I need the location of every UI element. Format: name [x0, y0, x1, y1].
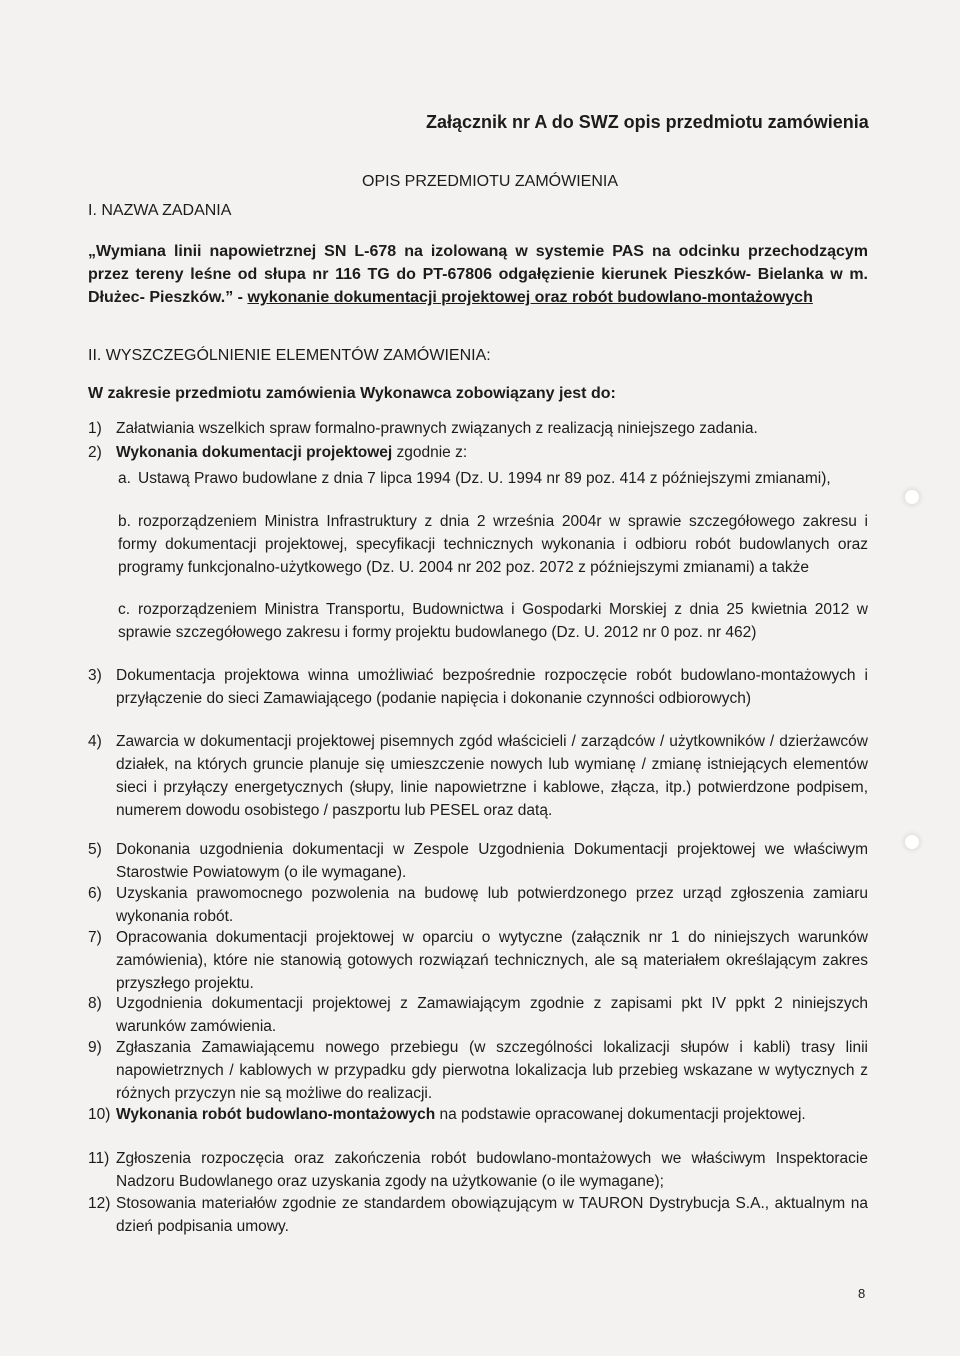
section-2-heading: II. WYSZCZEGÓLNIENIE ELEMENTÓW ZAMÓWIENIA: [88, 347, 491, 364]
document-title: OPIS PRZEDMIOTU ZAMÓWIENIA [362, 173, 619, 190]
item-text: Zawarcia w dokumentacji projektowej pisemnych zgód właścicieli / zarządców / użytkowników / dzierżawców działek, na których gruncie planuje się umieszczenie nowych lub wymianę / zmianę istniejących elementów sieci i przyłączy energetycznych (słupy, linie napowietrzne i kablowe, złącza, itp.) potwierdzone podpisem, numerem dowodu osobistego / paszportu lub PESEL oraz datą. [116, 733, 868, 819]
item-number: 7) [88, 929, 102, 946]
item-number: 12) [88, 1195, 111, 1212]
item-number: 9) [88, 1039, 102, 1056]
subitem-text: rozporządzeniem Ministra Transportu, Budownictwa i Gospodarki Morskiej z dnia 25 kwietnia 2012 w sprawie szczegółowego zakresu i formy projektu budowlanego (Dz. U. 2012 nr 0 poz. nr 462) [118, 601, 868, 641]
item-number: 6) [88, 885, 102, 902]
subitem-text: rozporządzeniem Ministra Infrastruktury z dnia 2 września 2004r w sprawie szczegółowego zakresu i formy dokumentacji projektowej, specyfikacji technicznych wykonania i odbioru robót budowlanych oraz programy funkcjonalno-użytkowego (Dz. U. 2004 nr 202 poz. 2072 z późniejszymi zmianami) a także [118, 513, 868, 576]
scan-hole-mark [905, 835, 919, 849]
item-text: Zgłaszania Zamawiającemu nowego przebiegu (w szczególności lokalizacji słupów i kabli) trasy linii napowietrznych / kablowych w przypadku gdy pierwotna lokalizacja lub przebieg wskazane w wytycznych z różnych przyczyn nie są możliwe do realizacji. [116, 1039, 868, 1102]
task-name [88, 240, 868, 309]
item-text: Dokumentacja projektowa winna umożliwiać bezpośrednie rozpoczęcie robót budowlano-montażowych i przyłączenie do sieci Zamawiającego (podanie napięcia i dokonanie czynności odbiorowych) [116, 667, 868, 707]
section-2-intro: W zakresie przedmiotu zamówienia Wykonawca zobowiązany jest do: [88, 385, 616, 402]
item-number: 1) [88, 420, 102, 437]
subitem-letter: a. [118, 470, 131, 487]
subitem-text: Ustawą Prawo budowlane z dnia 7 lipca 1994 (Dz. U. 1994 nr 89 poz. 414 z późniejszymi zmianami), [138, 470, 831, 487]
item-number: 5) [88, 841, 102, 858]
item-number: 4) [88, 733, 102, 750]
item-text: Opracowania dokumentacji projektowej w oparciu o wytyczne (załącznik nr 1 do niniejszych warunków zamówienia), które nie stanowią gotowych rozwiązań technicznych, ale są materiałem określającym zakres przyszłego projektu. [116, 929, 868, 992]
item-text: Uzgodnienia dokumentacji projektowej z Zamawiającym zgodnie z zapisami pkt IV ppkt 2 niniejszych warunków zamówienia. [116, 995, 868, 1035]
item-text: na podstawie opracowanej dokumentacji projektowej. [435, 1106, 806, 1123]
item-text: Zgłoszenia rozpoczęcia oraz zakończenia robót budowlano-montażowych we właściwym Inspektoracie Nadzoru Budowlanego oraz uzyskania zgody na użytkowanie (o ile wymagane); [116, 1150, 868, 1190]
subitem-letter: b. [118, 513, 131, 530]
item-number: 10) [88, 1106, 111, 1123]
scan-hole-mark [905, 490, 919, 504]
section-1-heading: I. NAZWA ZADANIA [88, 202, 232, 219]
page-number: 8 [858, 1286, 866, 1301]
subitem-letter: c. [118, 601, 131, 618]
task-name-underlined: wykonanie dokumentacji projektowej oraz robót budowlano-montażowych [247, 289, 813, 306]
attachment-header: Załącznik nr A do SWZ opis przedmiotu zamówienia [426, 112, 869, 132]
item-text-bold: Wykonania robót budowlano-montażowych [116, 1106, 436, 1123]
item-number: 2) [88, 444, 102, 461]
item-text-bold: Wykonania dokumentacji projektowej [116, 444, 393, 461]
task-name-bold: „Wymiana linii napowietrznej SN L-678 na izolowaną w systemie PAS na odcinku przechodzącym przez tereny leśne od słupa nr 116 TG do PT-67806 odgałęzienie kierunek Pieszków- Bielanka w m. Dłużec- Pieszków.” - [88, 243, 868, 306]
item-number: 3) [88, 667, 102, 684]
item-text: Dokonania uzgodnienia dokumentacji w Zespole Uzgodnienia Dokumentacji projektowej we właściwym Starostwie Powiatowym (o ile wymagane). [116, 841, 868, 881]
item-text: Załatwiania wszelkich spraw formalno-prawnych związanych z realizacją niniejszego zadania. [116, 420, 758, 437]
item-text: Uzyskania prawomocnego pozwolenia na budowę lub potwierdzonego przez urząd zgłoszenia zamiaru wykonania robót. [116, 885, 868, 925]
item-number: 8) [88, 995, 102, 1012]
item-text: zgodnie z: [392, 444, 468, 461]
item-text: Stosowania materiałów zgodnie ze standardem obowiązującym w TAURON Dystrybucja S.A., aktualnym na dzień podpisania umowy. [116, 1195, 868, 1235]
item-number: 11) [88, 1150, 110, 1167]
